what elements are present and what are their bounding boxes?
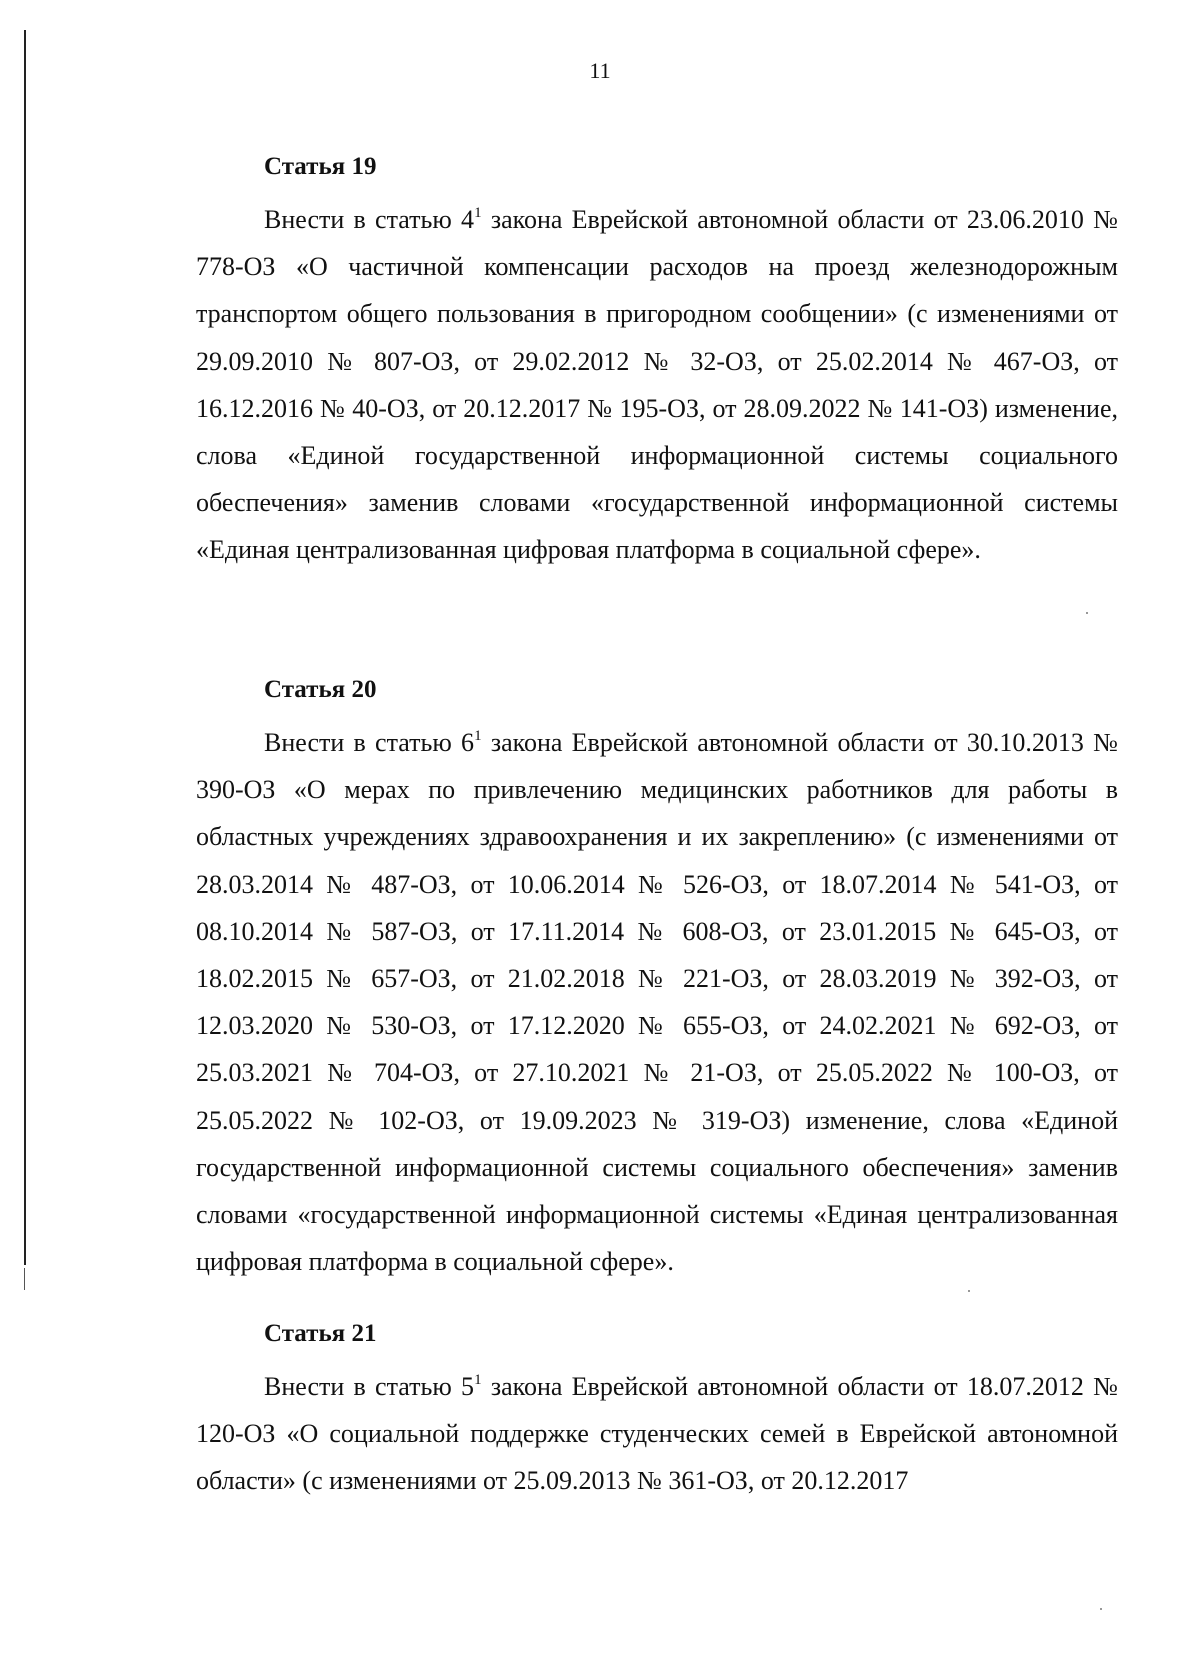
article-body — [196, 1363, 1118, 1505]
scan-speck — [1100, 1608, 1102, 1610]
article-19 — [196, 151, 1118, 574]
article-body-start: Внести в статью 4 — [264, 205, 475, 234]
article-body-rest: закона Еврейской автономной области от 23.06.2010 № 778-ОЗ «О частичной компенсации расходов на проезд железнодорожным транспортом общего пользования в пригородном сообщении» (с изменениями от 29.09.2010 № 807-ОЗ, от 29.02.2012 № 32-ОЗ, от 25.02.2014 № 467-ОЗ, от 16.12.2016 № 40-ОЗ, от 20.12.2017 № 195-ОЗ, от 28.09.2022 № 141-ОЗ) изменение, слова «Единой государственной информационной системы социального обеспечения» заменив словами «государственной информационной системы «Единая централизованная цифровая платформа в социальной сфере». — [196, 205, 1118, 565]
article-body — [196, 719, 1118, 1285]
article-body — [196, 196, 1118, 574]
scan-border-line — [24, 1268, 25, 1290]
article-title: Статья 20 — [264, 676, 377, 703]
article-title: Статья 19 — [264, 153, 377, 180]
article-superscript: 1 — [474, 728, 482, 744]
scan-speck — [1086, 612, 1088, 614]
page-number: 11 — [589, 58, 611, 83]
article-superscript: 1 — [474, 205, 482, 221]
article-body-rest: закона Еврейской автономной области от 18.07.2012 № 120-ОЗ «О социальной поддержке студенческих семей в Еврейской автономной области» (с изменениями от 25.09.2013 № 361-ОЗ, от 20.12.2017 — [196, 1372, 1118, 1496]
article-body-start: Внести в статью 5 — [264, 1372, 475, 1401]
article-title: Статья 21 — [264, 1320, 377, 1347]
scan-border-line — [24, 30, 26, 1265]
article-body-rest: закона Еврейской автономной области от 30.10.2013 № 390-ОЗ «О мерах по привлечению медицинских работников для работы в областных учреждениях здравоохранения и их закреплению» (с изменениями от 28.03.2014 № 487-ОЗ, от 10.06.2014 № 526-ОЗ, от 18.07.2014 № 541-ОЗ, от 08.10.2014 № 587-ОЗ, от 17.11.2014 № 608-ОЗ, от 23.01.2015 № 645-ОЗ, от 18.02.2015 № 657-ОЗ, от 21.02.2018 № 221-ОЗ, от 28.03.2019 № 392-ОЗ, от 12.03.2020 № 530-ОЗ, от 17.12.2020 № 655-ОЗ, от 24.02.2021 № 692-ОЗ, от 25.03.2021 № 704-ОЗ, от 27.10.2021 № 21-ОЗ, от 25.05.2022 № 100-ОЗ, от 25.05.2022 № 102-ОЗ, от 19.09.2023 № 319-ОЗ) изменение, слова «Единой государственной информационной системы социального обеспечения» заменив словами «государственной информационной системы «Единая централизованная цифровая платформа в социальной сфере». — [196, 728, 1118, 1277]
article-superscript: 1 — [474, 1372, 482, 1388]
scan-speck — [968, 1290, 970, 1292]
article-20 — [196, 674, 1118, 1285]
article-body-start: Внести в статью 6 — [264, 728, 475, 757]
article-21 — [196, 1318, 1118, 1505]
